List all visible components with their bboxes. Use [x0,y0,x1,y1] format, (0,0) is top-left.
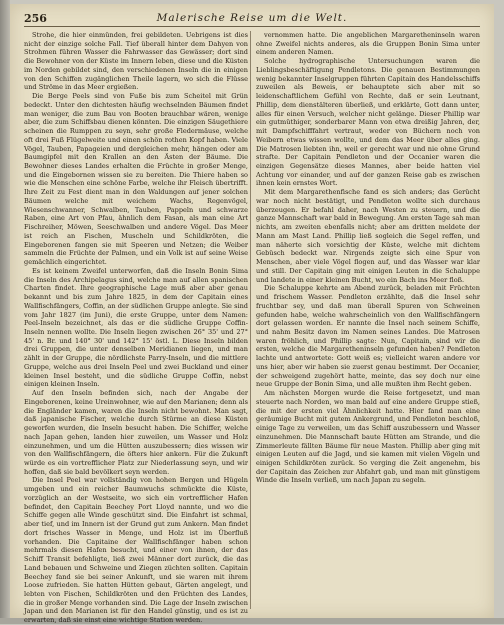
left-paragraph-1: Strohe, die hier einmünden, frei gebildeten. Uebrigens ist dies nicht der einzige solche Fall. Tief überall hinter dem Dahyen von Strohmen führen Wasser die Fahrwasser das Gewässer; dort sind die Bewohner von der Küste im Innern leben, diese und die Küsten im Norden gebildet sind, den verschiedenen Inseln die in einigen von den Schiffen zugänglichen Theile lagern, wo sich die Flüsse und Ströme in das Meer ergießen. [24,31,248,92]
right-paragraph-4: Die Schaluppe kehrte am Abend zurück, beladen mit Früchten und frischem Wasser. Pendleton erzählte, daß die Insel sehr fruchtbar sey, und daß man überall Spuren von Schweinen gefunden habe, welche wahrscheinlich von den Wallfischfängern dort gelassen worden. Er nannte die Insel nach seinem Schiffe, und nahm Besitz davon im Namen seines Landes. Die Matrosen waren fröhlich, und Phillip sagte: Nun, Capitain, sind wir die ersten, welche die Margaretheninseln gefunden haben? Pendleton lachte und antwortete: Gott weiß es; vielleicht waren andere vor uns hier, aber wir haben sie zuerst genau bestimmt. Der Occanier, der schweigend zugehört hatte, meinte, das sey doch nur eine neue Gruppe der Bonin Sima, und alle mußten ihm Recht geben. [256,284,480,389]
page-gutter-shadow [0,0,10,624]
column-divider [250,31,251,609]
page-header [24,12,480,27]
book-page [10,4,494,625]
right-column [256,31,480,609]
right-paragraph-3: Mit dem Margarethenfische fand es sich anders; das Gerücht war noch nicht bestätigt, und Pendleton wollte sich durchaus überzeugen. Er befahl daher, nach Westen zu steuern, und die ganze Mannschaft war bald in Bewegung. Am ersten Tage sah man nichts, am zweiten ebenfalls nicht; aber am dritten meldete der Mann am Mast Land. Phillip ließ sogleich die Segel reffen, und man näherte sich vorsichtig der Küste, welche mit dichtem Gebüsch bedeckt war. Nirgends zeigte sich eine Spur von Menschen, aber viele Vögel flogen auf, und das Wasser war klar und still. Der Capitain ging mit einigen Leuten in die Schaluppe und landete in einer kleinen Bucht, wo ein Bach ins Meer floß. [256,188,480,284]
left-paragraph-3: Es ist keinem Zweifel unterworfen, daß die Inseln Bonin Sima die Inseln des Archipelagus sind, welche man auf allen spanischen Charten findet. Ihre geographische Lage muß aber aber genau bekannt und bis zum Jahre 1825, in dem der Capitain eines Wallfischfängers, Coffin, an der südlichen Gruppe anlegte. Sie sind vom Jahr 1827 (im Juni), die erste Gruppe, unter dem Namen: Peel-Inseln bezeichnet, als das er die südliche Gruppe Coffin-Inseln nennen wollte. Die Inseln liegen zwischen 26° 35' und 27° 45' n. Br. und 140° 30' und 142° 15' östl. L. Diese Inseln bilden drei Gruppen, die unter denselben Meridianen liegen, und man zählt in der Gruppe, die nördlichste Parry-Inseln, und die mittlere Gruppe, welche aus drei Inseln Peel und zwei Buckland und einer kleinen Insel besteht, und die südliche Gruppe Coffin, nebst einigen kleinen Inseln. [24,266,248,389]
right-paragraph-2: Solche hydrographische Untersuchungen waren die Lieblingsbeschäftigung Pendletons. Die genauen Bestimmungen wenig bekannter Inselgruppen führten Capitain des Handelsschiffs zuweilen als Beweis, er behauptete sich aber mit so leidenschaftlichem Gefühl von Rechte, daß er sein Leutnant, Phillip, dem dienstälteren überließ, und erklärte, Gott dann unter, alles für einen Versuch, welcher nicht gelänge. Dieser Phillip war ein gutmüthiger, sonderbarer Mann von etwa dreißig Jahren, der, mit Dampfschifffahrt vertraut, weder von Büchern noch von Weibern etwas wissen wollte, und dem das Meer über alles ging. Die Matrosen liebten ihn, weil er gerecht war und nie ohne Grund strafte. Der Capitain Pendleton und der Occanier waren die einzigen Gegensätze dieses Mannes, aber beide hatten viel Achtung vor einander, und auf der ganzen Reise gab es zwischen ihnen kein ernstes Wort. [256,57,480,188]
left-paragraph-4: Auf den Inseln befinden sich, nach der Angabe der Eingeborenen, keine Ureinwohner, wie auf den Marianen; denn als die Engländer kamen, waren die Inseln nicht bewohnt. Man sagt, daß japanische Fischer, welche durch Stürme an diese Küsten geworfen wurden, die Inseln besucht haben. Die Schiffer, welche nach Japan gehen, landen hier zuweilen, um Wasser und Holz einzunehmen, und um die Hütten auszubessern; dies wissen wir von den Wallfischfängern, die öfters hier ankern. Für die Zukunft würde es ein vortrefflicher Platz zur Niederlassung seyn, und wir hoffen, daß sie bald bevölkert seyn werden. [24,389,248,476]
right-paragraph-5: Am nächsten Morgen wurde die Reise fortgesetzt, und man steuerte nach Norden, wo man bald auf eine andere Gruppe stieß, die mit der ersten viel Ähnlichkeit hatte. Hier fand man eine geräumige Bucht mit gutem Ankergrund, und Pendleton beschloß, einige Tage zu verweilen, um das Schiff auszubessern und Wasser einzunehmen. Die Mannschaft baute Hütten am Strande, und die Zimmerleute fällten Bäume für neue Masten. Phillip aber ging mit einigen Leuten auf die Jagd, und sie kamen mit vielen Vögeln und einigen Schildkröten zurück. So verging die Zeit angenehm, bis der Capitain das Zeichen zur Abfahrt gab, und man mit günstigem Winde die Inseln verließ, um nach Japan zu segeln. [256,389,480,485]
left-column [24,31,248,625]
right-paragraph-1: vernommen hatte. Die angeblichen Margaretheninseln waren ohne Zweifel nichts anderes, als die Gruppen Bonin Sima unter einem anderen Namen. [256,31,480,57]
left-paragraph-2: Die Berge Peels sind von Fuße bis zum Scheitel mit Grün bedeckt. Unter den dichtesten häufig wechselnden Bäumen findet man weniger, die zum Bau von Booten brauchbar wären, wenige aber, die zum Schiffsbau dienen könnten. Die einzigen Säugethiere scheinen die Rumppen zu seyn, sehr große Fledermäuse, welche oft drei Fuß Flügelweite und einen schön rothen Kopf haben. Viele Vögel, Tauben, Papageien und dergleichen mehr, hängen oder am Baumgipfel mit den Krallen an den Ästen der Bäume. Die Bewohner dieses Landes erhalten die Früchte in großer Menge, und die Eingebornen wissen sie zu bereiten. Die Thiere haben so wie die Menschen eine schöne Farbe, welche ihr Fleisch übertrifft. Ihre Zeit zu Fest dient man in den Waldungen auf jener solchen Bäumen welche mit weichem Wachs, Regenvögel, Wiesenschwanner, Schwalben, Tauben, Pappeln und schwarze Raben, eine Art von Pfau, ähnlich dem Fasan, als man eine Art Fischreiher, Möwen, Seeschwalben und andere Vögel. Das Meer ist reich an Fischen, Muscheln und Schildkröten, die Eingeborenen fangen sie mit Speeren und Netzen; die Weiber sammeln die Früchte der Palmen, und ein Volk ist auf seine Weise gemächlich eingerichtet. [24,92,248,267]
page-number: 256 [24,12,47,25]
left-paragraph-5: Die Insel Peel war vollständig von hohen Bergen und Hügeln umgeben und ein reicher Baumwuchs schmückte die Küste, vorzüglich an der Westseite, wo sich ein vortrefflicher Hafen befindet, den Capitain Beechey Port Lloyd nannte, und wo die Schiffe gegen alle Winde geschützt sind. Die Einfahrt ist schmal, aber tief, und im Innern ist der Grund gut zum Ankern. Man findet dort frisches Wasser in Menge, und Holz ist im Überfluß vorhanden. Die Capitaine der Wallfischfänger haben schon mehrmals diesen Hafen besucht, und einer von ihnen, der das Schiff Transit befehligte, ließ zwei Männer dort zurück, die das Land bebauen und Schweine und Ziegen züchten sollten. Capitain Beechey fand sie bei seiner Ankunft, und sie waren mit ihrem Loose zufrieden. Sie hatten Hütten gebaut, Gärten angelegt, und lebten von Fischen, Schildkröten und den Früchten des Landes, die in großer Menge vorhanden sind. Die Lage der Inseln zwischen Japan und den Marianen ist für den Handel günstig, und es ist zu erwarten, daß sie einst eine wichtige Station werden. [24,476,248,625]
running-title: Malerische Reise um die Welt. [156,12,348,24]
